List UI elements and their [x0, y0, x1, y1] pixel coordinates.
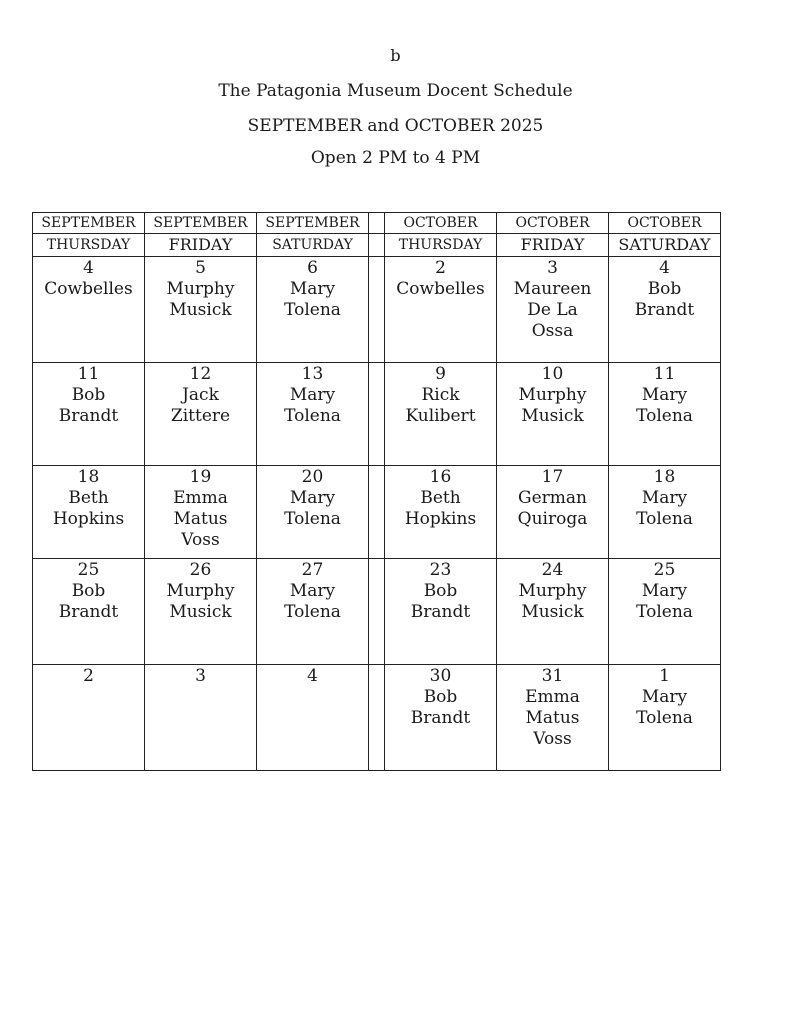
- day-number: 6: [307, 258, 318, 278]
- day-number: 4: [307, 666, 318, 686]
- schedule-cell: [145, 665, 257, 771]
- docent-name: Mary: [289, 581, 336, 601]
- docent-name: Tolena: [636, 509, 693, 529]
- schedule-cell: [385, 257, 497, 363]
- schedule-cell: [609, 257, 721, 363]
- month-header: OCTOBER: [385, 213, 497, 234]
- day-number: 4: [83, 258, 94, 278]
- schedule-cell: [609, 363, 721, 466]
- day-number: 2: [83, 666, 94, 686]
- schedule-dates: SEPTEMBER and OCTOBER 2025: [247, 116, 544, 136]
- docent-name: Bob: [423, 581, 458, 601]
- schedule-cell: [145, 466, 257, 559]
- weekday-header: THURSDAY: [385, 234, 497, 257]
- docent-name: Tolena: [636, 708, 693, 728]
- docent-name: Quiroga: [517, 509, 588, 529]
- gap-cell: [369, 257, 385, 363]
- docent-name: Cowbelles: [44, 279, 133, 299]
- schedule-cell: [497, 257, 609, 363]
- schedule-cell: [385, 665, 497, 771]
- docent-name: Hopkins: [52, 509, 125, 529]
- day-number: 31: [541, 666, 564, 686]
- weekday-header: THURSDAY: [33, 234, 145, 257]
- gap-cell: [369, 559, 385, 665]
- docent-schedule-table: [32, 212, 721, 771]
- day-number: 4: [659, 258, 670, 278]
- day-number: 25: [653, 560, 676, 580]
- docent-name: Tolena: [284, 406, 341, 426]
- schedule-cell: [145, 257, 257, 363]
- weekday-header: FRIDAY: [145, 234, 257, 257]
- weekday-header-row: [33, 234, 721, 257]
- docent-name: Kulibert: [405, 406, 476, 426]
- day-number: 13: [301, 364, 324, 384]
- day-number: 18: [653, 467, 676, 487]
- schedule-row: [33, 466, 721, 559]
- docent-name: Murphy: [166, 581, 235, 601]
- docent-name: Bob: [647, 279, 682, 299]
- docent-name: Voss: [533, 729, 572, 749]
- docent-name: Matus: [173, 509, 228, 529]
- day-number: 12: [189, 364, 212, 384]
- docent-name: Brandt: [634, 300, 695, 320]
- schedule-cell: [497, 559, 609, 665]
- day-number: 18: [77, 467, 100, 487]
- page-title: The Patagonia Museum Docent Schedule: [218, 81, 573, 101]
- docent-name: Maureen: [513, 279, 592, 299]
- page-mark: b: [390, 46, 401, 65]
- schedule-cell: [257, 559, 369, 665]
- docent-name: Rick: [421, 385, 460, 405]
- schedule-cell: [385, 363, 497, 466]
- docent-name: Mary: [641, 581, 688, 601]
- day-number: 30: [429, 666, 452, 686]
- day-number: 11: [77, 364, 100, 384]
- schedule-cell: [257, 363, 369, 466]
- docent-name: Bob: [423, 687, 458, 707]
- docent-name: Brandt: [58, 406, 119, 426]
- schedule-cell: [257, 257, 369, 363]
- docent-name: Emma: [525, 687, 580, 707]
- schedule-cell: [33, 363, 145, 466]
- schedule-cell: [33, 559, 145, 665]
- schedule-row: [33, 665, 721, 771]
- docent-name: Matus: [525, 708, 580, 728]
- gap-cell: [369, 213, 385, 234]
- month-header-row: [33, 213, 721, 234]
- docent-name: Musick: [521, 602, 584, 622]
- docent-name: Mary: [289, 488, 336, 508]
- day-number: 25: [77, 560, 100, 580]
- docent-name: Murphy: [166, 279, 235, 299]
- month-header: SEPTEMBER: [145, 213, 257, 234]
- day-number: 2: [435, 258, 446, 278]
- day-number: 24: [541, 560, 564, 580]
- docent-name: Tolena: [284, 300, 341, 320]
- docent-name: Cowbelles: [396, 279, 485, 299]
- day-number: 10: [541, 364, 564, 384]
- month-header: SEPTEMBER: [33, 213, 145, 234]
- day-number: 1: [659, 666, 670, 686]
- docent-name: Musick: [521, 406, 584, 426]
- day-number: 3: [547, 258, 558, 278]
- month-header: OCTOBER: [497, 213, 609, 234]
- docent-name: Musick: [169, 300, 232, 320]
- docent-name: Bob: [71, 385, 106, 405]
- schedule-cell: [33, 466, 145, 559]
- docent-name: Ossa: [531, 321, 574, 341]
- schedule-cell: [385, 559, 497, 665]
- docent-name: Voss: [181, 530, 220, 550]
- gap-cell: [369, 466, 385, 559]
- schedule-cell: [609, 559, 721, 665]
- day-number: 3: [195, 666, 206, 686]
- schedule-cell: [609, 466, 721, 559]
- schedule-row: [33, 559, 721, 665]
- docent-name: Bob: [71, 581, 106, 601]
- day-number: 23: [429, 560, 452, 580]
- day-number: 27: [301, 560, 324, 580]
- docent-name: Brandt: [58, 602, 119, 622]
- docent-name: Murphy: [518, 581, 587, 601]
- docent-name: Beth: [68, 488, 109, 508]
- gap-cell: [369, 665, 385, 771]
- schedule-cell: [385, 466, 497, 559]
- schedule-cell: [257, 665, 369, 771]
- docent-name: Tolena: [636, 406, 693, 426]
- schedule-row: [33, 363, 721, 466]
- gap-cell: [369, 234, 385, 257]
- docent-name: Tolena: [636, 602, 693, 622]
- schedule-cell: [609, 665, 721, 771]
- schedule-cell: [497, 665, 609, 771]
- day-number: 19: [189, 467, 212, 487]
- month-header: SEPTEMBER: [257, 213, 369, 234]
- schedule-cell: [497, 363, 609, 466]
- day-number: 26: [189, 560, 212, 580]
- docent-name: Murphy: [518, 385, 587, 405]
- weekday-header: SATURDAY: [609, 234, 721, 257]
- docent-name: Musick: [169, 602, 232, 622]
- schedule-cell: [497, 466, 609, 559]
- docent-name: Brandt: [410, 708, 471, 728]
- docent-name: Jack: [182, 385, 219, 405]
- gap-cell: [369, 363, 385, 466]
- schedule-cell: [33, 665, 145, 771]
- schedule-cell: [33, 257, 145, 363]
- opening-hours: Open 2 PM to 4 PM: [310, 148, 481, 168]
- schedule-cell: [257, 466, 369, 559]
- docent-name: De La: [527, 300, 578, 320]
- weekday-header: FRIDAY: [497, 234, 609, 257]
- docent-name: Mary: [641, 488, 688, 508]
- docent-name: Tolena: [284, 509, 341, 529]
- docent-name: Mary: [641, 385, 688, 405]
- day-number: 9: [435, 364, 446, 384]
- docent-name: Hopkins: [404, 509, 477, 529]
- docent-name: Mary: [289, 279, 336, 299]
- docent-name: Emma: [173, 488, 228, 508]
- day-number: 16: [429, 467, 452, 487]
- docent-name: Mary: [289, 385, 336, 405]
- day-number: 17: [541, 467, 564, 487]
- docent-name: Mary: [641, 687, 688, 707]
- docent-name: Brandt: [410, 602, 471, 622]
- weekday-header: SATURDAY: [257, 234, 369, 257]
- day-number: 11: [653, 364, 676, 384]
- docent-name: Beth: [420, 488, 461, 508]
- docent-name: Tolena: [284, 602, 341, 622]
- month-header: OCTOBER: [609, 213, 721, 234]
- schedule-cell: [145, 363, 257, 466]
- docent-name: Zittere: [170, 406, 231, 426]
- day-number: 5: [195, 258, 206, 278]
- docent-name: German: [518, 488, 587, 508]
- schedule-cell: [145, 559, 257, 665]
- schedule-row: [33, 257, 721, 363]
- day-number: 20: [301, 467, 324, 487]
